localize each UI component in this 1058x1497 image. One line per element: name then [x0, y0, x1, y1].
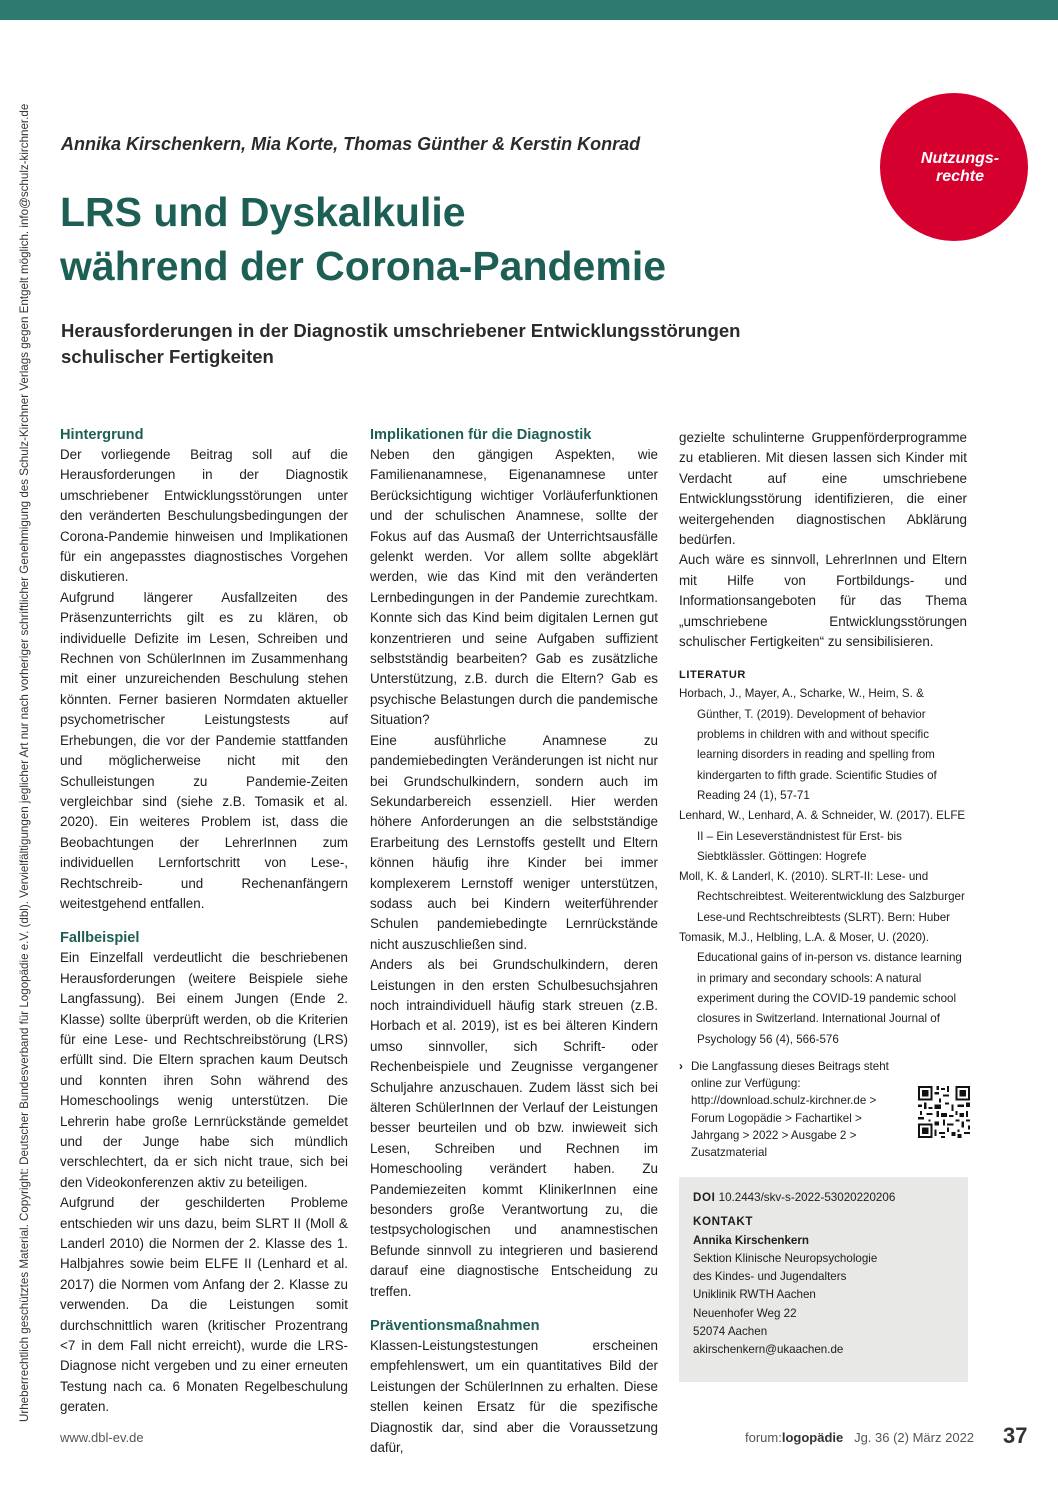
doi-line [693, 1189, 954, 1207]
top-color-bar [0, 0, 1058, 20]
contact-box [679, 1177, 968, 1382]
paragraph: Eine ausführliche Anamnese zu pandemiebedingten Veränderungen ist nicht nur bei Grundschulkindern, sondern auch im Sekundarbereich essenziell. Hier werden höhere Anforderungen an die selbstständige Erarbeitung des Lernstoffs gestellt und Eltern können häufig ihre Kinder bei immer komplexerem Lernstoff weniger unterstützen, sodass auch bei Kindern weiterführender Schulen pandemiebedingte Lernrückstände nicht auszuschließen sind. [370, 732, 658, 952]
paragraph: Neben den gängigen Aspekten, wie Familienanamnese, Eigenanamnese unter Berücksichtigung wichtiger Vorläuferfunktionen und der schulischen Anamnese, sollte der Fokus auf das Ausmaß der Unterrichtsausfälle gelenkt werden. Vor allem sollte abgeklärt werden, wie das Kind mit den veränderten Lernbedingungen in der Pandemie zurechtkam. Konnte sich das Kind beim digitalen Lernen gut konzentrieren und seine Aufgaben suffizient selbstständig bearbeiten? Gab es zusätzliche Unterstützung, z.B. durch die Eltern? Gab es psychische Belastungen durch die pandemische Situation? [370, 447, 658, 728]
contact-line: Neuenhofer Weg 22 [693, 1306, 797, 1320]
paragraph: Auch wäre es sinnvoll, LehrerInnen und Eltern mit Hilfe von Fortbildungs- und Informationsangeboten für das Thema „umschriebene Entwicklungsstörungen schulischer Fertigkeiten“ zu sensibilisieren. [679, 552, 967, 650]
column-2 [370, 425, 658, 1459]
heading-fallbeispiel: Fallbeispiel [60, 930, 140, 947]
contact-email[interactable]: akirschenkern@ukaachen.de [693, 1343, 844, 1357]
contact-line: Sektion Klinische Neuropsychologie [693, 1251, 878, 1265]
contact-heading: KONTAKT [693, 1215, 754, 1229]
journal-prefix: forum: [745, 1430, 782, 1445]
heading-praevention: Präventionsmaßnahmen [370, 1318, 540, 1335]
paragraph: Anders als bei Grundschulkindern, deren Leistungen in den ersten Schulbesuchsjahren noch intraindividuell häufig stark streuen (z.B. Horbach et al. 2019), ist es bei älteren Kindern umso sinnvoller, sich Schrift- oder Rechenbeispiele und Zeugnisse vergangener Schuljahre anzuschauen. Zudem lässt sich bei älteren SchülerInnen der Verlauf der Leistungen besser beurteilen und ob bzw. inwieweit sich Lesen, Schreiben und Rechnen im Homeschooling verändert haben. Zu Pandemiezeiten kommt KlinikerInnen eine besonders große Verantwortung zu, die testpsychologischen und anamnestischen Befunde sinnvoll zu integrieren und basierend darauf eine diagnostische Entscheidung zu treffen. [370, 957, 658, 1299]
article-title: LRS und Dyskalkulie während der Corona-Pandemie [60, 189, 667, 289]
column-1 [60, 425, 348, 1418]
long-version-link-text[interactable]: Die Langfassung dieses Beitrags steht online zur Verfügung: http://download.schulz-kirchner.de > Forum Logopädie > Fachartikel > Jahrgang > 2022 > Ausgabe 2 > Zusatzmaterial [691, 1060, 889, 1160]
doi-label: DOI [693, 1191, 716, 1204]
paragraph: Aufgrund der geschilderten Probleme entschieden wir uns dazu, beim SLRT II (Moll & Landerl 2010) die Normen der 2. Klasse des 1. Halbjahres sowie beim ELFE II (Lenhard et al. 2017) die Normen vom Anfang der 2. Klasse zu verwenden. Da die Leistungen somit durchschnittlich waren (kritischer Prozentrang <7 in dem Fall nicht erreicht), wurde die LRS-Diagnose nicht vergeben und zu einer erneuten Testung nach ca. 6 Monaten Regelbeschulung geraten. [60, 1195, 348, 1415]
page-number: 37 [1003, 1423, 1028, 1448]
heading-hintergrund: Hintergrund [60, 427, 144, 443]
usage-rights-badge-label[interactable]: Nutzungs- rechte [920, 150, 1000, 185]
arrow-right-icon: › [679, 1060, 683, 1073]
contact-line: 52074 Aachen [693, 1325, 768, 1339]
paragraph: Aufgrund längerer Ausfallzeiten des Präsenzunterrichts gilt es zu klären, ob individuelle Defizite im Lesen, Schreiben und Rechnen von SchülerInnen im Zusammenhang mit einer unzureichenden Beschulung stehen könnten. Ferner basieren Normdaten aktueller psychometrischer Leistungstests auf Erhebungen, die vor der Pandemie stattfanden und möglicherweise nicht mit den Schulleistungen zu Pandemie-Zeiten vergleichbar sind (siehe z.B. Tomasik et al. 2020). Ein weiteres Problem ist, dass die Beobachtungen der LehrerInnen zum individuellen Lernfortschritt von Lese-, Rechtschreib- und Rechenanfängern weitestgehend entfallen. [60, 589, 348, 911]
paragraph: Klassen-Leistungstestungen erscheinen empfehlenswert, um ein quantitatives Bild der Leistungen der SchülerInnen zu erhalten. Diese stellen keinen Ersatz für die spezifische Diagnostik dar, sind aber die Voraussetzung dafür, [370, 1338, 658, 1456]
reference-item: Moll, K. & Landerl, K. (2010). SLRT-II: Lese- und Rechtschreibtest. Weiterentwicklung des Salzburger Lese-und Rechtschreibtests (SLRT). Bern: Huber [679, 870, 965, 924]
paragraph: gezielte schulinterne Gruppenförderprogramme zu etablieren. Mit diesen lassen sich Kinder mit Verdacht auf eine umschriebene Entwicklungsstörung identifizieren, die einer weitergehenden diagnostischen Abklärung bedürfen. [679, 430, 967, 548]
contact-line: Uniklinik RWTH Aachen [693, 1288, 816, 1302]
reference-item: Horbach, J., Mayer, A., Scharke, W., Heim, S. & Günther, T. (2019). Development of behavior problems in children with and without specific learning disorders in reading and spelling from kindergarten to fifth grade. Scientific Studies of Reading 24 (1), 57-71 [679, 687, 937, 802]
journal-issue: Jg. 36 (2) März 2022 [854, 1430, 975, 1445]
paragraph: Der vorliegende Beitrag soll auf die Herausforderungen in der Diagnostik umschriebener Entwicklungsstörungen unter den veränderten Beschulungsbedingungen der Corona-Pandemie hinweisen und Implikationen für ein angepasstes diagnostisches Vorgehen diskutieren. [60, 447, 348, 585]
contact-name: Annika Kirschenkern [693, 1233, 809, 1247]
qr-code-icon[interactable] [918, 1086, 970, 1138]
footer-url[interactable]: www.dbl-ev.de [60, 1430, 144, 1445]
long-version-note [679, 1058, 911, 1161]
paragraph: Ein Einzelfall verdeutlicht die beschriebenen Herausforderungen (weitere Beispiele siehe Langfassung). Bei einem Jungen (Ende 2. Klasse) sollte überprüft werden, ob die Kriterien für eine Lese- und Rechtschreibstörung (LRS) erfüllt sind. Die Eltern sprachen kaum Deutsch und konnten ihren Sohn während des Homeschoolings wenig unterstützen. Die Lehrerin habe große Lernrückstände gemeldet und der Junge habe sich mündlich verschlechtert, da er sich nicht traue, sich bei den Videokonferenzen aktiv zu beteiligen. [60, 950, 348, 1190]
journal-name: logopädie [781, 1430, 844, 1445]
contact-line: des Kindes- und Jugendalters [693, 1270, 847, 1284]
column-3 [679, 428, 967, 1050]
reference-item: Lenhard, W., Lenhard, A. & Schneider, W. (2017). ELFE II – Ein Leseverständnistest für Erst- bis Siebtklässler. Göttingen: Hogrefe [679, 809, 966, 863]
literature-heading: LITERATUR [679, 669, 746, 682]
heading-implikationen: Implikationen für die Diagnostik [370, 427, 592, 443]
copyright-side-note: Urheberrechtlich geschütztes Material. Copyright: Deutscher Bundesverband für Logopädie e.V. (dbl). Vervielfältigungen jeglicher Art nur nach vorheriger schriftlicher Genehmigung des Schulz-Kirchner Verlags gegen Entgelt möglich. info@schulz-kirchner.de [18, 103, 31, 1422]
reference-item: Tomasik, M.J., Helbling, L.A. & Moser, U. (2020). Educational gains of in-person vs. distance learning in primary and secondary schools: A natural experiment during the COVID-19 pandemic school closures in Switzerland. International Journal of Psychology 56 (4), 566-576 [679, 931, 962, 1046]
doi-value[interactable]: 10.2443/skv-s-2022-53020220206 [718, 1191, 896, 1204]
authors: Annika Kirschenkern, Mia Korte, Thomas Günther & Kerstin Konrad [61, 134, 641, 154]
article-subtitle: Herausforderungen in der Diagnostik umschriebener Entwicklungsstörungen schulischer Fertigkeiten [61, 320, 741, 367]
footer-journal [745, 1430, 974, 1445]
